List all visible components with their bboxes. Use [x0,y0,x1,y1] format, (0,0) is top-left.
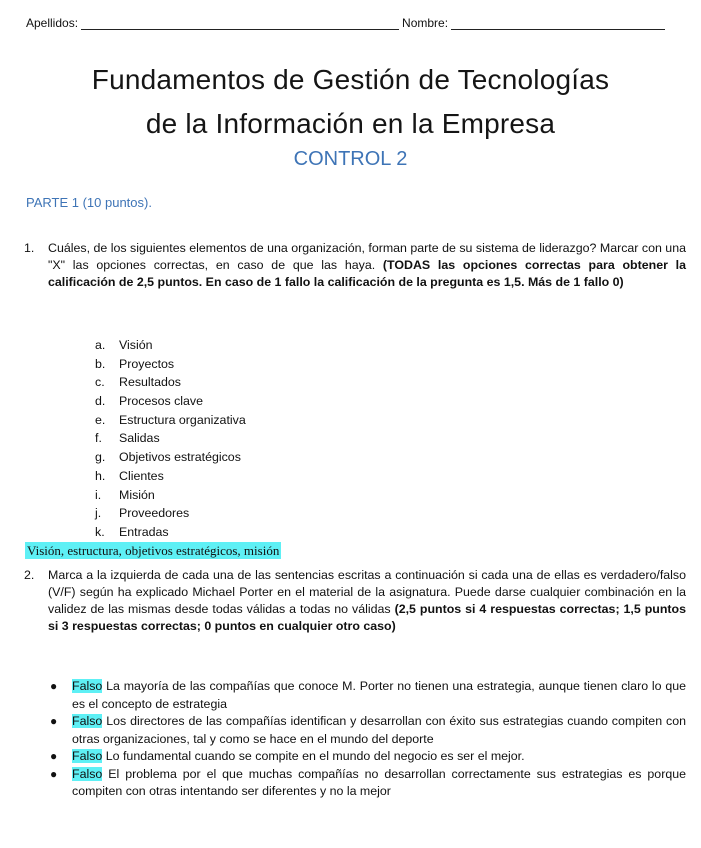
option-label: Objetivos estratégicos [119,450,241,465]
question-1-scoring: (TODAS las opciones correctas para obtener la calificación de 2,5 puntos. En caso de 1 fallo la calificación de la pregunta es 1,5. Más de 1 fallo 0) [48,258,686,289]
statement-item [48,713,686,748]
bullet-icon: ● [50,766,58,781]
option-label: Visión [119,338,153,352]
question-1-options [95,336,246,542]
option-letter: j. [95,506,102,521]
option-label: Clientes [119,468,164,483]
option-item[interactable] [95,373,246,392]
option-item[interactable] [95,392,246,411]
option-letter: h. [95,468,106,483]
question-2-number: 2. [24,568,35,582]
option-item[interactable] [95,411,246,430]
option-item[interactable] [95,467,246,486]
statement-item [48,748,686,766]
apellidos-field[interactable] [81,17,399,30]
statement-text: Lo fundamental cuando se compite en el mundo del negocio es ser el mejor. [105,749,525,763]
option-letter: g. [95,450,106,465]
option-letter: f. [95,431,102,446]
option-item[interactable] [95,429,246,448]
option-item[interactable] [95,486,246,505]
page-subtitle: CONTROL 2 [293,148,408,170]
bullet-icon: ● [50,679,58,693]
option-letter: a. [95,338,106,352]
statement-answer[interactable]: Falso [72,749,103,763]
statement-answer[interactable]: Falso [72,714,103,728]
statement-item [48,766,686,801]
option-label: Estructura organizativa [119,412,246,427]
page-title-line-1: Fundamentos de Gestión de Tecnologías [91,64,610,95]
bullet-icon: ● [50,714,58,728]
statement-item [48,678,686,713]
question-2-text-block [48,567,686,635]
apellidos-label: Apellidos: [26,16,79,30]
bullet-icon: ● [50,749,58,763]
statement-answer[interactable]: Falso [72,679,103,693]
option-label: Procesos clave [119,394,204,409]
page-title-line-2: de la Información en la Empresa [145,108,556,139]
option-letter: d. [95,394,106,409]
question-1-answer: Visión, estructura, objetivos estratégicos, misión [27,543,280,558]
question-1-text-block [48,240,686,291]
option-label: Resultados [119,375,181,390]
question-2-text: Marca a la izquierda de cada una de las sentencias escritas a continuación si cada una de ellas es verdadero/falso (V/F) según ha explicado Michael Porter en el material de la asignatura. Puede darse cualquier combinación en la validez de las mismas desde todas válidas a todas no válidas [48,568,686,616]
option-letter: b. [95,356,106,371]
statement-text: La mayoría de las compañías que conoce M. Porter no tienen una estrategia, aunque tienen claro lo que es el concepto de estrategia [72,679,687,711]
option-letter: e. [95,412,106,427]
option-label: Misión [119,487,155,502]
statement-text: El problema por el que muchas compañías no desarrollan correctamente sus estrategias es porque compiten con otras intentando ser diferentes y no la mejor [72,766,686,798]
option-item[interactable] [95,336,246,355]
student-header [26,16,686,30]
nombre-field[interactable] [451,17,665,30]
question-2-scoring: (2,5 puntos si 4 respuestas correctas; 1,5 puntos si 3 respuestas correctas; 0 puntos en cualquier otro caso) [48,602,686,633]
option-letter: c. [95,375,105,390]
option-label: Proveedores [119,506,190,521]
question-2 [24,567,686,635]
option-letter: k. [95,524,105,539]
statement-answer[interactable]: Falso [72,766,103,781]
part-1-heading: PARTE 1 (10 puntos). [26,195,152,210]
option-label: Salidas [119,431,160,446]
option-item[interactable] [95,523,246,542]
question-1-text: Cuáles, de los siguientes elementos de una organización, forman parte de su sistema de liderazgo? Marcar con una "X" las opciones correctas, en caso de que las haya. [48,241,686,272]
question-1 [24,240,686,291]
question-1-number: 1. [24,241,35,255]
option-label: Entradas [119,524,169,539]
nombre-label: Nombre: [402,16,449,30]
option-item[interactable] [95,448,246,467]
option-letter: i. [95,487,102,502]
statement-text: Los directores de las compañías identifican y desarrollan con éxito sus estrategias cuando compiten con otras organizaciones, tal y como se hace en el mundo del deporte [72,714,686,746]
option-label: Proyectos [119,356,175,371]
option-item[interactable] [95,504,246,523]
question-2-statements [48,678,686,801]
option-item[interactable] [95,355,246,374]
